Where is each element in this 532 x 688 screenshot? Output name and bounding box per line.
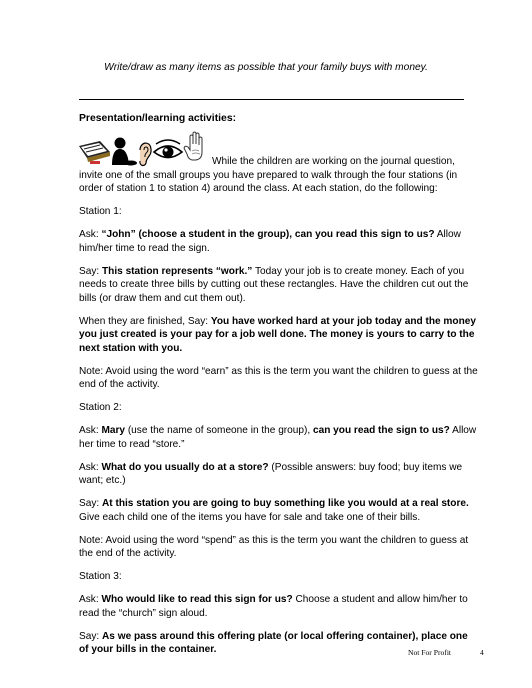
station1-say: Say: This station represents “work.” Today your job is to create money. Each of you needs to create three bills by cutting out these rectangles. Have the children cut out the bills (or draw them and cut them out). (79, 265, 469, 304)
section-heading: Presentation/learning activities: (79, 113, 237, 124)
station1-ask: Ask: “John” (choose a student in the group), can you read this sign to us? Allow him/her time to read the sign. (79, 229, 461, 254)
page-number: 4 (480, 648, 484, 657)
intro-paragraph: While the children are working on the journal question, invite one of the small groups you have prepared to walk through the four stations (in order of station 1 to station 4) around the class. At each station, do the following: (79, 156, 458, 194)
station1-finished: When they are finished, Say: You have worked hard at your job today and the money you just created is your pay for a job well done. The money is yours to carry to the next station with you. (79, 315, 476, 354)
journal-prompt: Write/draw as many items as possible that your family buys with money. (104, 62, 428, 73)
station1-title: Station 1: (79, 206, 122, 217)
station2-ask: Ask: Mary (use the name of someone in the group), can you read the sign to us? Allow her time to read “store.” (79, 425, 477, 450)
station1-note: Note: Avoid using the word “earn” as this is the term you want the children to guess at the end of the activity. (79, 365, 478, 390)
station3-say: Say: As we pass around this offering plate (or local offering container), place one of your bills in the container. (79, 630, 468, 655)
station2-title: Station 2: (79, 402, 122, 413)
station2-note: Note: Avoid using the word “spend” as this is the term you want the children to guess at the end of the activity. (79, 534, 469, 559)
footer-label: Not For Profit (408, 648, 452, 657)
station2-say: Say: At this station you are going to buy something like you would at a real store. Give each child one of the items you have for sale and take one of their bills. (79, 498, 469, 523)
station2-ask-store: Ask: What do you usually do at a store? (Possible answers: buy food; buy items we want; etc.) (79, 461, 463, 486)
station3-title: Station 3: (79, 571, 122, 582)
lesson-body (79, 155, 479, 666)
station3-ask: Ask: Who would like to read this sign for us? Choose a student and allow him/her to read the “church” sign aloud. (79, 594, 468, 619)
answer-line (79, 99, 464, 100)
